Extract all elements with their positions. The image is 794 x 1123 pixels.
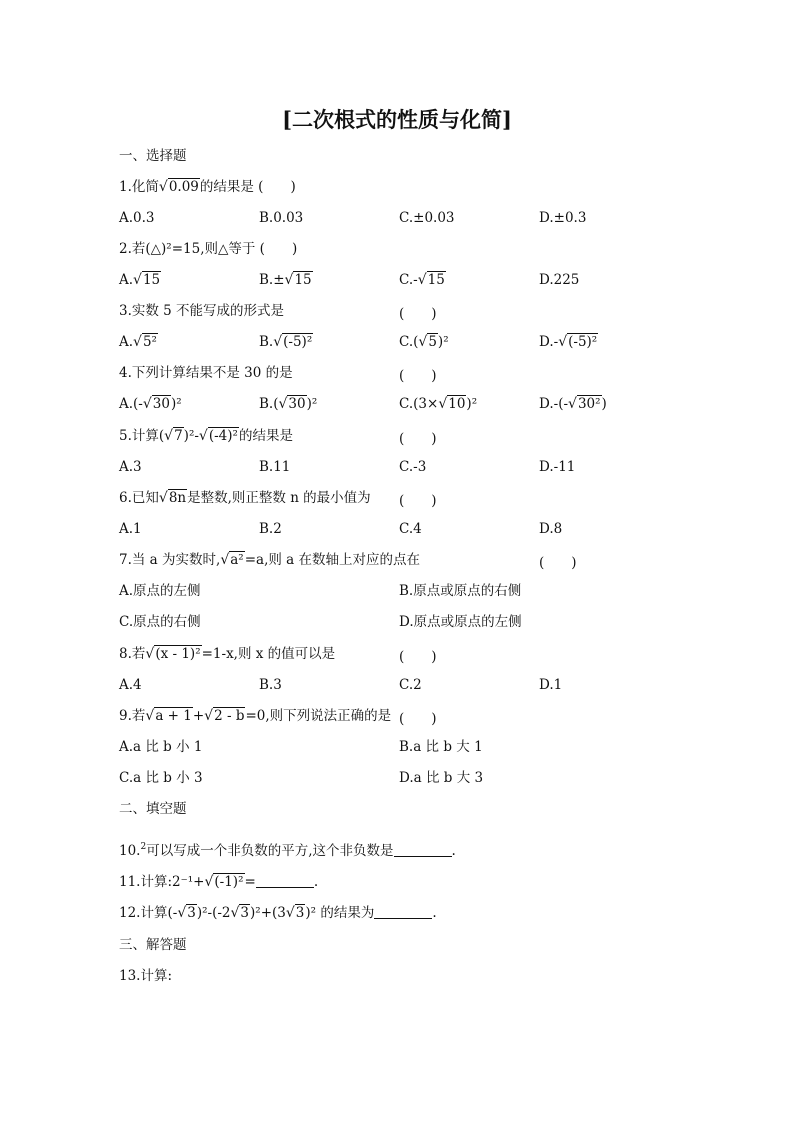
- q3-options: [119, 333, 679, 351]
- question-10: 10.$^2$可以写成一个非负数的平方,这个非负数是 .: [119, 842, 456, 859]
- q3-stem: 3.实数 5 不能写成的形式是: [119, 303, 285, 319]
- q6-option-b[interactable]: B.2: [259, 521, 282, 537]
- question-9: 9.若√a + 1+√2 - b=0,则下列说法正确的是: [119, 708, 392, 724]
- question-2: [119, 240, 297, 258]
- q7-option-c[interactable]: C.原点的右侧: [119, 614, 201, 630]
- q12-answer-blank[interactable]: [374, 906, 432, 919]
- question-8: 8.若√(x - 1)²=1-x,则 x 的值可以是: [119, 646, 336, 662]
- q2-option-d[interactable]: D.225: [539, 272, 580, 288]
- q7-option-b[interactable]: B.原点或原点的右侧: [399, 583, 522, 599]
- q7-options-row2: [119, 613, 679, 631]
- q1-option-d[interactable]: D.±0.3: [539, 210, 587, 226]
- section-choice: 一、选择题: [119, 148, 187, 164]
- q5-paren: ( ): [399, 431, 437, 447]
- page-title: [二次根式的性质与化简]: [282, 107, 512, 132]
- question-11: 11.计算:2⁻¹+√(-1)²= .: [119, 874, 319, 890]
- q4-stem: 4.下列计算结果不是 30 的是: [119, 365, 293, 381]
- q6-option-d[interactable]: D.8: [539, 521, 563, 537]
- q2-option-a[interactable]: A.√15: [119, 272, 161, 288]
- q2-option-c[interactable]: C.-√15: [399, 272, 445, 288]
- q8-option-a[interactable]: A.4: [119, 677, 142, 693]
- q8-option-b[interactable]: B.3: [259, 677, 282, 693]
- q3-option-a[interactable]: A.√5²: [119, 334, 157, 350]
- q10-answer-blank[interactable]: [394, 844, 452, 857]
- q1-stem-b: 的结果是: [199, 179, 259, 195]
- question-6: 6.已知√8n是整数,则正整数 n 的最小值为: [119, 490, 371, 506]
- q9-option-d[interactable]: D.a 比 b 大 3: [399, 770, 484, 786]
- question-3: [119, 302, 284, 320]
- q7-option-d[interactable]: D.原点或原点的左侧: [399, 614, 522, 630]
- q7-paren: ( ): [539, 555, 577, 571]
- question-7: 7.当 a 为实数时,√a²=a,则 a 在数轴上对应的点在: [119, 552, 420, 568]
- q2-option-b[interactable]: B.±√15: [259, 272, 312, 288]
- q1-paren: ( ): [258, 179, 296, 195]
- q1-radical: √0.09: [158, 179, 199, 195]
- q9-option-b[interactable]: B.a 比 b 大 1: [399, 739, 483, 755]
- q3-option-c[interactable]: C.(√5)²: [399, 334, 449, 350]
- q6-option-c[interactable]: C.4: [399, 521, 422, 537]
- q1-option-c[interactable]: C.±0.03: [399, 210, 455, 226]
- q4-option-c[interactable]: C.(3×√10)²: [399, 396, 478, 412]
- q9-options-row1: [119, 738, 679, 756]
- q6-paren: ( ): [399, 493, 437, 509]
- q11-answer-blank[interactable]: [256, 875, 314, 888]
- q4-option-a[interactable]: A.(-√30)²: [119, 396, 182, 412]
- q2-paren: ( ): [259, 241, 298, 257]
- q1-option-a[interactable]: A.0.3: [119, 210, 155, 226]
- q3-paren: ( ): [399, 306, 437, 322]
- q3-option-b[interactable]: B.√(-5)²: [259, 334, 313, 350]
- q5-options: [119, 458, 679, 476]
- q4-option-b[interactable]: B.(√30)²: [259, 396, 318, 412]
- q1-stem-a: 1.化简: [119, 179, 159, 195]
- q9-options-row2: [119, 769, 679, 787]
- q5-option-b[interactable]: B.11: [259, 459, 291, 475]
- q8-option-d[interactable]: D.1: [539, 677, 563, 693]
- q4-options: [119, 395, 679, 413]
- q5-option-d[interactable]: D.-11: [539, 459, 576, 475]
- q7-option-a[interactable]: A.原点的左侧: [119, 583, 201, 599]
- question-4: [119, 364, 293, 382]
- question-12: 12.计算(-√3)²-(-2√3)²+(3√3)² 的结果为 .: [119, 905, 437, 921]
- question-5: 5.计算(√7)²-√(-4)²的结果是: [119, 428, 293, 444]
- q2-options: [119, 271, 679, 289]
- q6-options: [119, 520, 679, 538]
- q9-option-a[interactable]: A.a 比 b 小 1: [119, 739, 203, 755]
- q6-option-a[interactable]: A.1: [119, 521, 142, 537]
- q9-paren: ( ): [399, 711, 437, 727]
- q1-option-b[interactable]: B.0.03: [259, 210, 304, 226]
- section-solve: 三、解答题: [119, 937, 187, 953]
- section-fill: 二、填空题: [119, 801, 187, 817]
- q5-option-c[interactable]: C.-3: [399, 459, 427, 475]
- q3-option-d[interactable]: D.-√(-5)²: [539, 334, 598, 350]
- q8-option-c[interactable]: C.2: [399, 677, 422, 693]
- q5-option-a[interactable]: A.3: [119, 459, 142, 475]
- q9-option-c[interactable]: C.a 比 b 小 3: [119, 770, 203, 786]
- q8-options: [119, 676, 679, 694]
- q8-paren: ( ): [399, 649, 437, 665]
- question-13: 13.计算:: [119, 968, 173, 984]
- q7-options-row1: [119, 582, 679, 600]
- q2-stem: 2.若(△)²=15,则△等于: [119, 241, 256, 257]
- q1-options: [119, 209, 679, 227]
- q4-option-d[interactable]: D.-(-√30²): [539, 396, 607, 412]
- question-1: [119, 178, 296, 196]
- q4-paren: ( ): [399, 368, 437, 384]
